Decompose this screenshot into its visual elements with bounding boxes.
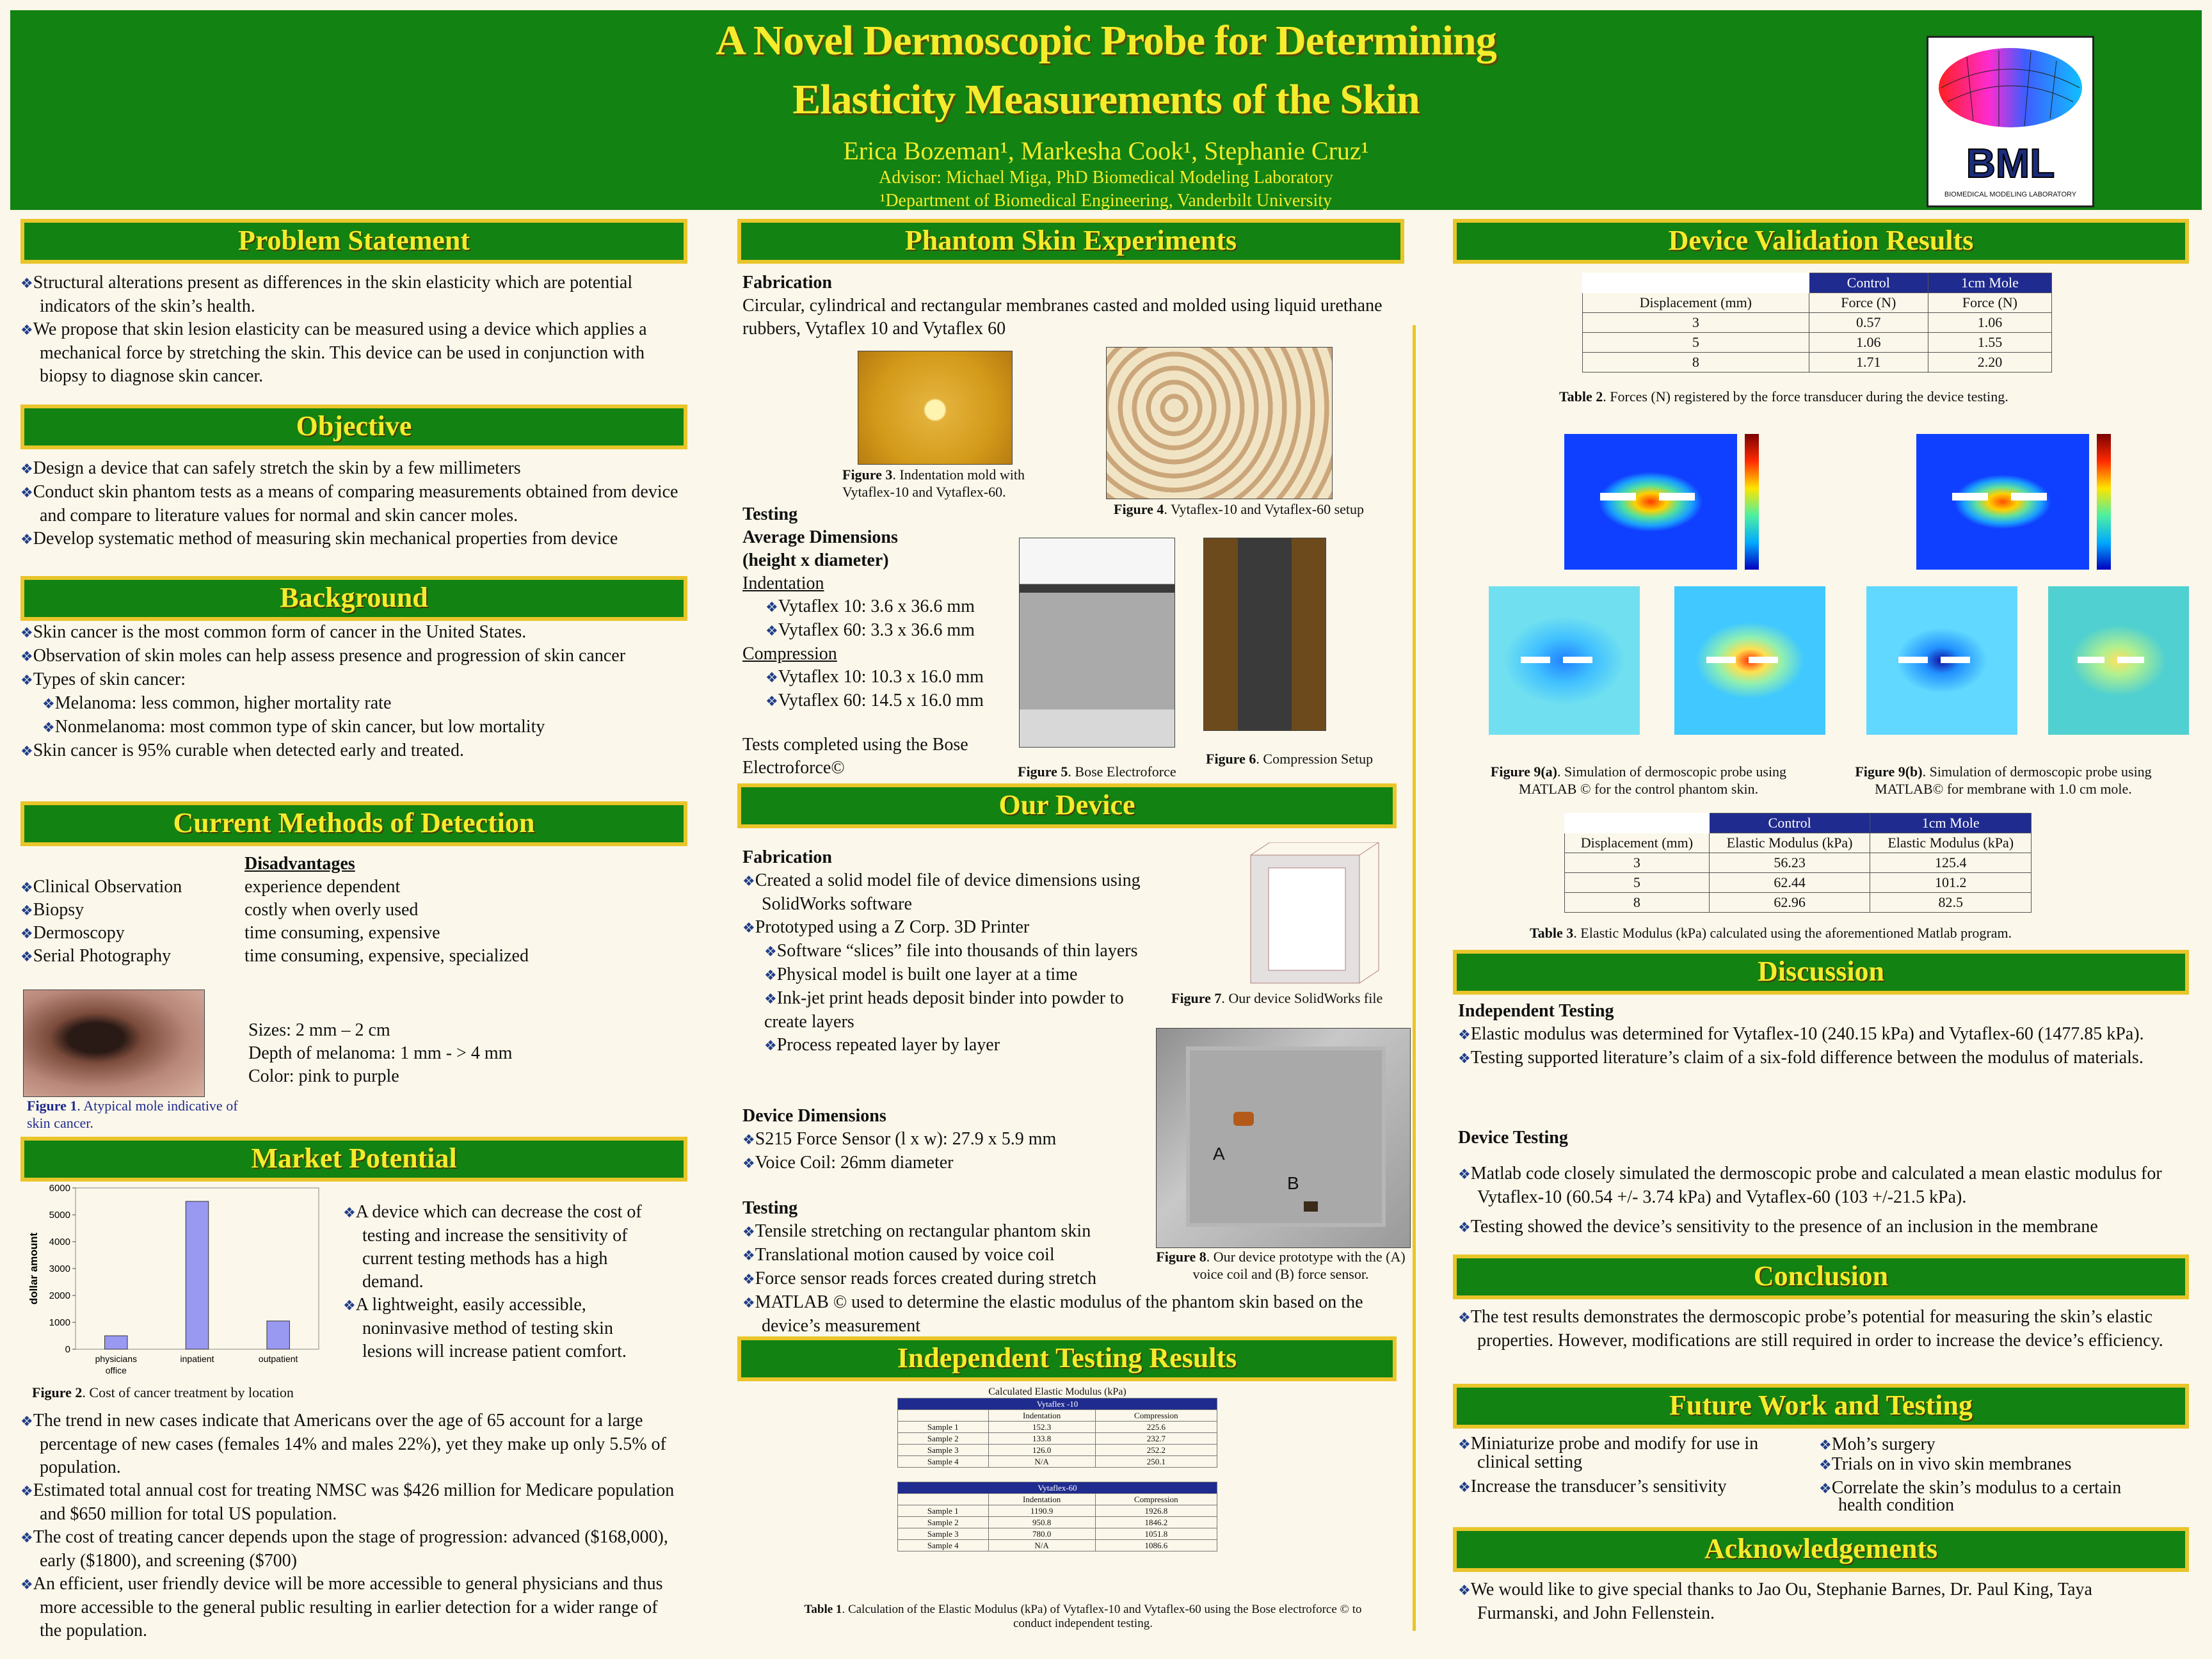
future-item: ❖ Correlate the skin’s modulus to a certain health condition [1819, 1480, 2139, 1514]
svg-text:BML: BML [1966, 140, 2055, 186]
independent-results-tables [897, 1386, 1217, 1551]
figure-3-caption: Figure 3. Indentation mold with Vytaflex-10 and Vytaflex-60. [842, 467, 1025, 500]
background-subbullet: ❖ Nonmelanoma: most common type of skin cancer, but low mortality [20, 716, 686, 739]
discussion-header: Discussion [1453, 950, 2189, 995]
conclusion-text: ❖ The test results demonstrates the dermoscopic probe’s potential for measuring the skin’s elastic properties. However, modifications are still required in order to increase the device’s efficiency. [1458, 1306, 2175, 1352]
background-bullet: ❖ Types of skin cancer: [20, 668, 686, 692]
future-work-left [1458, 1435, 1804, 1496]
phantom-header: Phantom Skin Experiments [737, 219, 1404, 264]
discussion-bullet: ❖ Elastic modulus was determined for Vytaflex-10 (240.15 kPa) and Vytaflex-60 (1477.85 kPa). [1458, 1023, 2188, 1046]
discussion-bullet: ❖ Matlab code closely simulated the dermoscopic probe and calculated a mean elastic modulus for Vytaflex-10 (60.54 +/- 3.74 kPa) and Vytaflex-60 (103 +/-21.5 kPa). [1458, 1162, 2188, 1209]
figure-9a-caption: Figure 9(a). Simulation of dermoscopic probe using MATLAB © for the control phantom skin. [1490, 764, 1787, 797]
figure-9b-caption: Figure 9(b). Simulation of dermoscopic probe using MATLAB© for membrane with 1.0 cm mole. [1855, 764, 2152, 797]
background-bullet: ❖ Skin cancer is the most common form of cancer in the United States. [20, 621, 686, 645]
figure-1-caption: Figure 1. Atypical mole indicative of skin cancer. [27, 1098, 238, 1131]
simulation-mole-y [2035, 581, 2195, 748]
device-prototype-photo [1156, 1028, 1411, 1248]
y-tick-label: 5000 [49, 1210, 70, 1221]
background-body [20, 621, 686, 763]
discussion-independent-head: Independent Testing [1458, 1001, 1614, 1021]
poster-title-line-1: A Novel Dermoscopic Probe for Determining [716, 17, 1496, 64]
mole-sizes: Sizes: 2 mm – 2 cm [248, 1020, 390, 1040]
compression-list [765, 666, 984, 713]
poster-title-line-2: Elasticity Measurements of the Skin [792, 76, 1420, 123]
device-bullet: ❖ Prototyped using a Z Corp. 3D Printer [742, 916, 1152, 940]
mole-depth: Depth of melanoma: 1 mm - > 4 mm [248, 1043, 513, 1063]
x-tick-label: office [105, 1365, 127, 1375]
advisor: Advisor: Michael Miga, PhD Biomedical Modeling Laboratory [879, 168, 1333, 188]
device-testing-item: ❖ Translational motion caused by voice coil [742, 1244, 1171, 1267]
future-item: ❖ Miniaturize probe and modify for use in clinical setting [1458, 1435, 1804, 1471]
y-tick-label: 6000 [49, 1183, 70, 1194]
method-disadvantage: experience dependent [244, 877, 401, 897]
simulation-control-y [1658, 581, 1843, 748]
tests-completed-text: Tests completed using the Bose Electroforce© [742, 735, 968, 778]
indentation-head: Indentation [742, 573, 824, 593]
phantom-fabrication-text: Circular, cylindrical and rectangular membranes casted and molded using liquid urethane rubbers, Vytaflex 10 and Vytaflex 60 [742, 296, 1382, 339]
bml-logo [1927, 36, 2094, 207]
elastic-modulus-table-title: Calculated Elastic Modulus (kPa) [988, 1386, 1126, 1397]
method-disadvantage: time consuming, expensive, specialized [244, 946, 529, 966]
vytaflex-10-table: Vytaflex -10 Indentation Compression Sample 1 152.3 225.6 Sample 2 133.8 232.7 Sample 3 126.0 252.2 Sample 4 N/A 250.1 [897, 1398, 1217, 1468]
problem-bullet: ❖ Structural alterations present as differences in the skin elasticity which are potential indicators of the skin’s health. [20, 271, 686, 318]
table-3-caption: Table 3. Elastic Modulus (kPa) calculated using the aforementioned Matlab program. [1530, 925, 2012, 941]
figure-4-caption: Figure 4. Vytaflex-10 and Vytaflex-60 setup [1114, 501, 1365, 517]
department: ¹Department of Biomedical Engineering, Vanderbilt University [879, 191, 1333, 211]
problem-bullet: ❖ We propose that skin lesion elasticity can be measured using a device which applies a mechanical force by stretching the skin. This device can be used in conjunction with biopsy to diagnose skin cancer. [20, 318, 686, 388]
background-header: Background [20, 576, 687, 621]
indentation-mold-photo [858, 351, 1013, 465]
authors: Erica Bozeman¹, Markesha Cook¹, Stephanie Cruz¹ [843, 136, 1369, 165]
method-disadvantage: costly when overly used [244, 900, 419, 920]
device-testing-item: ❖ MATLAB © used to determine the elastic modulus of the phantom skin based on the device’s measurement [742, 1291, 1389, 1338]
future-item: ❖ Trials on in vivo skin membranes [1819, 1455, 2139, 1475]
objective-body [20, 457, 686, 551]
problem-statement-body [20, 271, 686, 388]
objective-bullet: ❖ Develop systematic method of measuring skin mechanical properties from device [20, 527, 686, 551]
average-dimensions-head: Average Dimensions (height x diameter) [742, 527, 898, 570]
phantom-fabrication-head: Fabrication [742, 273, 832, 293]
discussion-bullet: ❖ Testing supported literature’s claim of a six-fold difference between the modulus of materials. [1458, 1046, 2188, 1070]
device-subbullet: ❖ Ink-jet print heads deposit binder into powder to create layers [742, 987, 1152, 1034]
problem-statement-header: Problem Statement [20, 219, 687, 264]
market-bullet: ❖ The cost of treating cancer depends upon the stage of progression: advanced ($168,000), early ($1800), and screening ($700) [20, 1526, 680, 1573]
independent-testing-header: Independent Testing Results [737, 1336, 1397, 1381]
indentation-item: ❖ Vytaflex 60: 3.3 x 36.6 mm [765, 619, 975, 643]
mole-color: Color: pink to purple [248, 1066, 399, 1086]
detection-header: Current Methods of Detection [20, 801, 687, 846]
discussion-device-list [1458, 1162, 2188, 1239]
simulation-mole-x [1850, 581, 2035, 748]
market-bullet: ❖ A device which can decrease the cost of testing and increase the sensitivity of current testing methods has a high demand. [343, 1201, 663, 1294]
indentation-list [765, 595, 975, 643]
conclusion-body [1458, 1306, 2175, 1352]
column-divider [1413, 325, 1416, 1631]
label-a: A [1213, 1144, 1225, 1164]
x-tick-label: physicians [95, 1354, 138, 1364]
device-dimensions-head: Device Dimensions [742, 1106, 886, 1126]
discussion-independent-list [1458, 1023, 2188, 1070]
simulation-control-x [1472, 581, 1658, 748]
future-item: ❖ Moh’s surgery [1819, 1435, 2139, 1455]
x-tick-label: outpatient [258, 1354, 298, 1364]
device-bullet: ❖ Created a solid model file of device dimensions using SolidWorks software [742, 869, 1152, 916]
svg-text:BIOMEDICAL MODELING LABORATORY: BIOMEDICAL MODELING LABORATORY [1944, 191, 2077, 198]
discussion-bullet: ❖ Testing showed the device’s sensitivity to the presence of an inclusion in the membrane [1458, 1215, 2188, 1239]
figure-5-caption: Figure 5. Bose Electroforce [1018, 764, 1176, 780]
market-bullet: ❖ An efficient, user friendly device will be more accessible to general physicians and thus more accessible to the general public resulting in earlier detection for a wider range of the population. [20, 1573, 680, 1642]
mole-photo [23, 990, 205, 1097]
background-bullet: ❖ Observation of skin moles can help assess presence and progression of skin cancer [20, 645, 686, 668]
elastic-modulus-table: Control 1cm Mole Displacement (mm) Elastic Modulus (kPa) Elastic Modulus (kPa) 3 56.23 125.4 5 62.44 101.2 8 62.96 82.5 [1564, 813, 2032, 913]
future-work-right [1819, 1435, 2139, 1514]
simulation-mole-main [1875, 422, 2131, 582]
device-subbullet: ❖ Software “slices” file into thousands of thin layers [742, 940, 1152, 963]
compression-setup-photo [1203, 538, 1326, 731]
x-tick-label: inpatient [180, 1354, 214, 1364]
title-banner [10, 10, 2202, 210]
future-item: ❖ Increase the transducer’s sensitivity [1458, 1478, 1804, 1496]
y-tick-label: 3000 [49, 1263, 70, 1274]
device-subbullet: ❖ Physical model is built one layer at a time [742, 963, 1152, 987]
future-work-header: Future Work and Testing [1453, 1384, 2189, 1429]
solidworks-model-image [1231, 842, 1382, 992]
device-fabrication-list [742, 869, 1152, 1057]
forces-table: Control 1cm Mole Displacement (mm) Force (N) Force (N) 3 0.57 1.06 5 1.06 1.55 8 1.71 2.20 [1582, 273, 2052, 373]
figure-7-caption: Figure 7. Our device SolidWorks file [1171, 990, 1383, 1006]
our-device-header: Our Device [737, 783, 1397, 828]
acknowledgements-text: ❖ We would like to give special thanks to Jao Ou, Stephanie Barnes, Dr. Paul King, Taya Furmanski, and John Fellenstein. [1458, 1578, 2111, 1625]
market-body [20, 1409, 680, 1642]
y-tick-label: 2000 [49, 1290, 70, 1301]
y-tick-label: 0 [65, 1344, 70, 1355]
device-testing-item: ❖ Tensile stretching on rectangular phantom skin [742, 1220, 1171, 1244]
objective-bullet: ❖ Conduct skin phantom tests as a means of comparing measurements obtained from device and compare to literature values for normal and skin cancer moles. [20, 481, 686, 527]
cost-bar-chart [26, 1183, 333, 1388]
method-name: ❖ Dermoscopy [20, 923, 125, 943]
indentation-item: ❖ Vytaflex 10: 3.6 x 36.6 mm [765, 595, 975, 619]
market-bullet: ❖ Estimated total annual cost for treating NMSC was $426 million for Medicare population and $650 million for total US population. [20, 1479, 680, 1526]
compression-item: ❖ Vytaflex 10: 10.3 x 16.0 mm [765, 666, 984, 689]
bar [267, 1321, 289, 1349]
detection-methods [20, 876, 686, 968]
bose-electroforce-photo [1019, 538, 1175, 748]
method-name: ❖ Clinical Observation [20, 877, 182, 897]
vytaflex-60-table: Vytaflex-60 Indentation Compression Sample 1 1190.9 1926.8 Sample 2 950.8 1846.2 Sample 3 780.0 1051.8 Sample 4 N/A 1086.6 [897, 1482, 1217, 1551]
device-testing-item: ❖ Force sensor reads forces created during stretch [742, 1267, 1171, 1291]
brain-mesh-icon [1928, 38, 2092, 205]
background-bullet: ❖ Skin cancer is 95% curable when detected early and treated. [20, 739, 686, 763]
device-testing-head: Testing [742, 1198, 798, 1218]
market-header: Market Potential [20, 1137, 687, 1182]
method-disadvantage: time consuming, expensive [244, 923, 440, 943]
bar [105, 1336, 127, 1349]
market-bullet: ❖ A lightweight, easily accessible, noninvasive method of testing skin lesions will increase patient comfort. [343, 1294, 663, 1363]
figure-8-caption: Figure 8. Our device prototype with the (A) voice coil and (B) force sensor. [1156, 1249, 1406, 1282]
acknowledgements-body [1458, 1578, 2111, 1625]
disadvantages-header: Disadvantages [244, 854, 355, 874]
label-b: B [1287, 1173, 1299, 1193]
mole-facts [248, 1019, 512, 1088]
figure-6-caption: Figure 6. Compression Setup [1206, 751, 1374, 767]
vytaflex-setup-photo [1106, 347, 1333, 499]
method-name: ❖ Serial Photography [20, 946, 171, 966]
dimension-item: ❖ Voice Coil: 26mm diameter [742, 1151, 1139, 1175]
device-dimensions-list [742, 1128, 1139, 1175]
market-side-text [343, 1201, 663, 1363]
y-tick-label: 1000 [49, 1317, 70, 1328]
compression-item: ❖ Vytaflex 60: 14.5 x 16.0 mm [765, 689, 984, 713]
y-axis-label: dollar amount [28, 1232, 40, 1305]
dimension-item: ❖ S215 Force Sensor (l x w): 27.9 x 5.9 mm [742, 1128, 1139, 1151]
background-subbullet: ❖ Melanoma: less common, higher mortality rate [20, 692, 686, 716]
table-2-caption: Table 2. Forces (N) registered by the force transducer during the device testing. [1559, 389, 2008, 405]
device-subbullet: ❖ Process repeated layer by layer [742, 1034, 1152, 1057]
method-name: ❖ Biopsy [20, 900, 84, 920]
y-tick-label: 4000 [49, 1237, 70, 1247]
discussion-device-head: Device Testing [1458, 1128, 1568, 1148]
market-bullet: ❖ The trend in new cases indicate that Americans over the age of 65 account for a large percentage of new cases (females 14% and males 22%), yet they make up only 5.5% of population. [20, 1409, 680, 1479]
figure-2-caption: Figure 2. Cost of cancer treatment by location [32, 1384, 294, 1400]
conclusion-header: Conclusion [1453, 1254, 2189, 1299]
simulation-control-main [1523, 422, 1779, 582]
acknowledgements-header: Acknowledgements [1453, 1527, 2189, 1572]
bar [186, 1201, 208, 1349]
compression-head: Compression [742, 644, 837, 664]
objective-bullet: ❖ Design a device that can safely stretch the skin by a few millimeters [20, 457, 686, 481]
table-1-caption: Table 1. Calculation of the Elastic Modulus (kPa) of Vytaflex-10 and Vytaflex-60 using the Bose electroforce © to conduct independent testing. [804, 1603, 1362, 1630]
device-fabrication-head: Fabrication [742, 847, 832, 867]
testing-head: Testing [742, 504, 798, 524]
objective-header: Objective [20, 405, 687, 449]
validation-header: Device Validation Results [1453, 219, 2189, 264]
